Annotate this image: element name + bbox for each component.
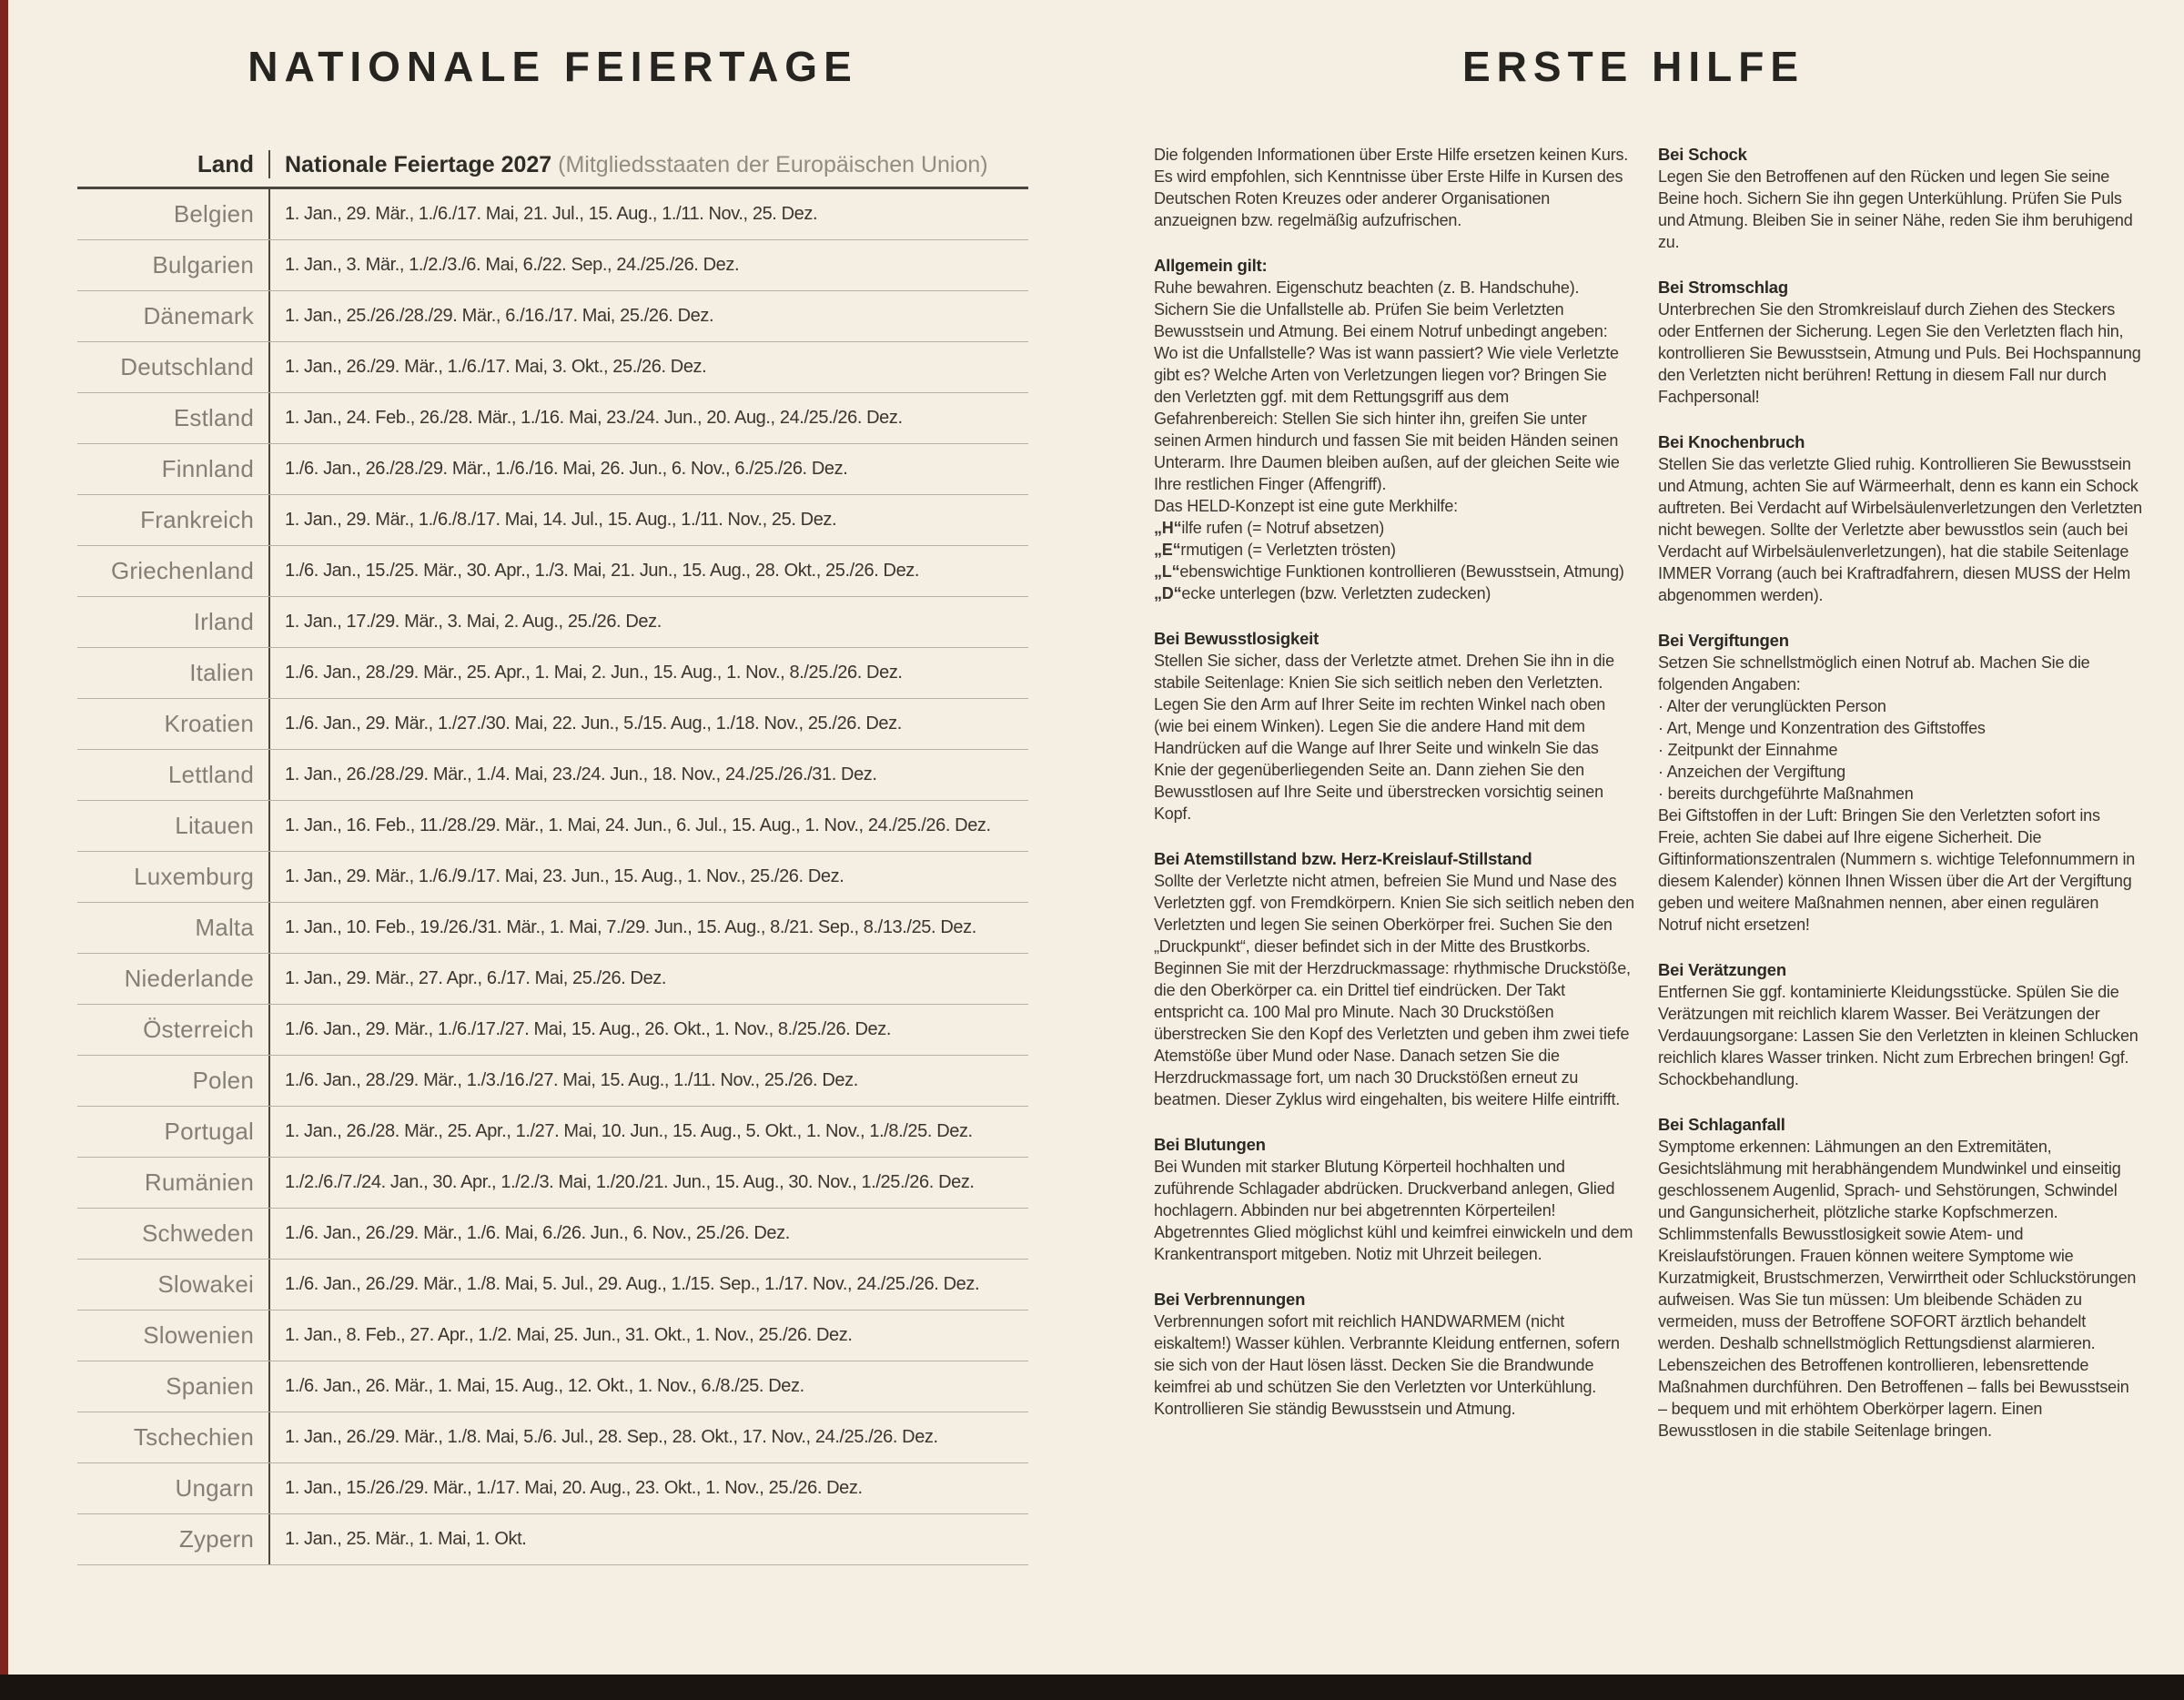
table-header-holidays-title: Nationale Feiertage 2027 bbox=[285, 152, 552, 177]
country-cell: Frankreich bbox=[77, 495, 270, 545]
country-cell: Schweden bbox=[77, 1209, 270, 1259]
text-block: Legen Sie den Betroffenen auf den Rücken und legen Sie seine Beine hoch. Sichern Sie ihn gegen Unterkühlung. Prüfen Sie Puls und Atmung. Bleiben Sie in seiner Nähe, reden Sie ihm beruhigend zu. bbox=[1658, 167, 2133, 251]
country-cell: Italien bbox=[77, 648, 270, 698]
text-block: Sollte der Verletzte nicht atmen, befreien Sie Mund und Nase des Verletzten ggf. von Fremdkörpern. Knien Sie sich seitlich neben den Verletzten und legen Sie seinen Oberkörper frei. Suchen Sie den „Druckpunkt“, dieser befindet sich in der Mitte des Brustkorbs. Beginnen Sie mit der Herzdruckmassage: rhythmische Druckstöße, die den Oberkörper ca. ein Drittel tief eindrücken. Der Takt entspricht ca. 100 Mal pro Minute. Nach 30 Druckstößen überstrecken Sie den Kopf des Verletzten und geben ihm zwei tiefe Atemstöße über Mund oder Nase. Danach setzen Sie die Herzdruckmassage fort, um nach 30 Druckstößen erneut zu beatmen. Dieser Zyklus wird eingehalten, bis weitere Hilfe eintrifft. bbox=[1154, 872, 1634, 1108]
section-heading: Bei Verbrennungen bbox=[1154, 1290, 1306, 1309]
table-row bbox=[77, 1005, 1028, 1056]
text-block: „E“rmutigen (= Verletzten trösten) bbox=[1154, 541, 1396, 559]
holiday-table-rows bbox=[77, 189, 1028, 1565]
country-cell: Niederlande bbox=[77, 954, 270, 1004]
dates-cell: 1. Jan., 16. Feb., 11./28./29. Mär., 1. Mai, 24. Jun., 6. Jul., 15. Aug., 1. Nov., 24./25./26. Dez. bbox=[285, 815, 991, 835]
dates-cell: 1. Jan., 29. Mär., 1./6./9./17. Mai, 23. Jun., 15. Aug., 1. Nov., 25./26. Dez. bbox=[285, 866, 844, 886]
country-cell: Portugal bbox=[77, 1107, 270, 1157]
first-aid-section bbox=[1154, 255, 1634, 604]
dates-cell: 1. Jan., 8. Feb., 27. Apr., 1./2. Mai, 25. Jun., 31. Okt., 1. Nov., 25./26. Dez. bbox=[285, 1325, 853, 1345]
table-row bbox=[77, 1056, 1028, 1107]
text-block: Das HELD-Konzept ist eine gute Merkhilfe: bbox=[1154, 497, 1458, 515]
first-aid-section bbox=[1658, 144, 2142, 253]
country-cell: Polen bbox=[77, 1056, 270, 1106]
table-row bbox=[77, 648, 1028, 699]
table-row bbox=[77, 444, 1028, 495]
first-aid-section bbox=[1154, 628, 1634, 825]
table-row bbox=[77, 852, 1028, 903]
first-aid-section bbox=[1658, 1114, 2142, 1442]
table-row bbox=[77, 546, 1028, 597]
table-header-land: Land bbox=[77, 150, 270, 178]
country-cell: Spanien bbox=[77, 1361, 270, 1412]
text-block: Bei Wunden mit starker Blutung Körperteil hochhalten und zuführende Schlagader abdrücken. Druckverband anlegen, Glied hochlagern. Abbinden nur bei abgetrennten Körperteilen! Abgetrenntes Glied möglichst kühl und keimfrei einwickeln und dem Krankentransport mitgeben. Notiz mit Uhrzeit beilegen. bbox=[1154, 1158, 1633, 1263]
country-cell: Tschechien bbox=[77, 1412, 270, 1462]
text-block: Verbrennungen sofort mit reichlich HANDWARMEM (nicht eiskaltem!) Wasser kühlen. Verbrannte Kleidung entfernen, sofern sie sich von der Haut lösen lässt. Decken Sie die Brandwunde keimfrei ab und schützen Sie den Verletzten vor Unterkühlung. Kontrollieren Sie ständig Bewusstsein und Atmung. bbox=[1154, 1312, 1620, 1418]
dates-cell: 1. Jan., 29. Mär., 1./6./17. Mai, 21. Jul., 15. Aug., 1./11. Nov., 25. Dez. bbox=[285, 204, 818, 224]
country-cell: Dänemark bbox=[77, 291, 270, 341]
first-aid-section bbox=[1658, 431, 2142, 606]
dates-cell: 1. Jan., 29. Mär., 1./6./8./17. Mai, 14. Jul., 15. Aug., 1./11. Nov., 25. Dez. bbox=[285, 510, 837, 530]
dates-cell: 1./6. Jan., 26./29. Mär., 1./6. Mai, 6./26. Jun., 6. Nov., 25./26. Dez. bbox=[285, 1223, 790, 1243]
text-block: Symptome erkennen: Lähmungen an den Extremitäten, Gesichtslähmung mit herabhängendem Mundwinkel und einseitig geschlossenem Augenlid, Sprach- und Sehstörungen, Schwindel und Gangunsicherheit, plötzliche starke Kopfschmerzen. Schlimmstenfalls Bewusstlosigkeit sowie Atem- und Kreislaufstörungen. Frauen können weitere Symptome wie Kurzatmigkeit, Brustschmerzen, Verwirrtheit oder Schluckstörungen aufweisen. Was Sie tun müssen: Um bleibende Schäden zu vermeiden, muss der Betroffene SOFORT ärztlich behandelt werden. Deshalb schnellstmöglich Rettungsdienst alarmieren. Lebenszeichen des Betroffenen kontrollieren, lebensrettende Maßnahmen durchführen. Den Betroffenen – falls bei Bewusstsein – bequem und mit erhöhtem Oberkörper lagern. Einen Bewusstlosen in die stabile Seitenlage bringen. bbox=[1658, 1138, 2137, 1440]
text-block: „H“ilfe rufen (= Notruf absetzen) bbox=[1154, 519, 1385, 537]
table-row bbox=[77, 954, 1028, 1005]
table-row bbox=[77, 1463, 1028, 1514]
section-heading: Bei Schlaganfall bbox=[1658, 1115, 1785, 1134]
country-cell: Irland bbox=[77, 597, 270, 647]
dates-cell: 1./6. Jan., 29. Mär., 1./6./17./27. Mai, 15. Aug., 26. Okt., 1. Nov., 8./25./26. Dez. bbox=[285, 1019, 892, 1039]
bullet-item: · Art, Menge und Konzentration des Giftstoffes bbox=[1658, 719, 1986, 737]
first-aid-section bbox=[1154, 1134, 1634, 1265]
dates-cell: 1. Jan., 15./26./29. Mär., 1./17. Mai, 20. Aug., 23. Okt., 1. Nov., 25./26. Dez. bbox=[285, 1478, 863, 1498]
dates-cell: 1./6. Jan., 29. Mär., 1./27./30. Mai, 22. Jun., 5./15. Aug., 1./18. Nov., 25./26. Dez. bbox=[285, 713, 902, 734]
section-heading: Bei Stromschlag bbox=[1658, 278, 1788, 297]
text-block: Bei Giftstoffen in der Luft: Bringen Sie den Verletzten sofort ins Freie, achten Sie dabei auf Ihre eigene Sicherheit. Die Giftinformationszentralen (Nummern s. wichtige Telefonnummern in diesem Kalender) können Ihnen Wissen über die Art der Vergiftung geben und weitere Maßnahmen nennen, aber einen regulären Notruf nicht ersetzen! bbox=[1658, 806, 2136, 934]
dates-cell: 1. Jan., 24. Feb., 26./28. Mär., 1./16. Mai, 23./24. Jun., 20. Aug., 24./25./26. Dez. bbox=[285, 408, 903, 428]
section-heading: Allgemein gilt: bbox=[1154, 256, 1268, 275]
text-block: Stellen Sie das verletzte Glied ruhig. Kontrollieren Sie Bewusstsein und Atmung, achten Sie auf Wärmeerhalt, denn es kann ein Schock auftreten. Bei Verdacht auf Wirbelsäulenverletzungen den Verletzten nicht bewegen. Sollte der Verletzte aber bewusstlos sein (auch bei Verdacht auf Wirbelsäulenverletzungen), hat die stabile Seitenlage IMMER Vorrang (auch bei Kraftradfahrern, diesen MUSS der Helm abgenommen werden). bbox=[1658, 455, 2142, 604]
bullet-item: · bereits durchgeführte Maßnahmen bbox=[1658, 784, 1914, 803]
dates-cell: 1. Jan., 17./29. Mär., 3. Mai, 2. Aug., 25./26. Dez. bbox=[285, 612, 662, 632]
dates-cell: 1. Jan., 25. Mär., 1. Mai, 1. Okt. bbox=[285, 1529, 527, 1549]
text-block: Entfernen Sie ggf. kontaminierte Kleidungsstücke. Spülen Sie die Verätzungen mit reichlich klarem Wasser. Bei Verätzungen der Verdauungsorgane: Lassen Sie den Verletzten in kleinen Schlucken reichlich klares Wasser trinken. Nicht zum Erbrechen bringen! Ggf. Schockbehandlung. bbox=[1658, 983, 2138, 1088]
dates-cell: 1. Jan., 3. Mär., 1./2./3./6. Mai, 6./22. Sep., 24./25./26. Dez. bbox=[285, 255, 740, 275]
text-block: „L“ebenswichtige Funktionen kontrollieren (Bewusstsein, Atmung) bbox=[1154, 562, 1624, 581]
text-block: Stellen Sie sicher, dass der Verletzte atmet. Drehen Sie ihn in die stabile Seitenlage: Knien Sie sich seitlich neben den Verletzten. Legen Sie den Arm auf Ihrer Seite im rechten Winkel nach oben (wie bei einem Winken). Legen Sie die andere Hand mit dem Handrücken auf die Wange auf Ihrer Seite und winkeln Sie das Knie der gegenüberliegenden Seite an. Dann ziehen Sie den Bewusstlosen auf Ihre Seite und überstrecken vorsichtig seinen Kopf. bbox=[1154, 652, 1614, 823]
table-row bbox=[77, 1514, 1028, 1565]
first-aid-section bbox=[1154, 848, 1634, 1110]
first-aid-section bbox=[1658, 630, 2142, 936]
table-row bbox=[77, 1412, 1028, 1463]
country-cell: Belgien bbox=[77, 189, 270, 239]
country-cell: Rumänien bbox=[77, 1158, 270, 1208]
table-row bbox=[77, 1260, 1028, 1310]
text-block: Setzen Sie schnellstmöglich einen Notruf ab. Machen Sie die folgenden Angaben: bbox=[1658, 653, 2090, 693]
table-row bbox=[77, 240, 1028, 291]
country-cell: Litauen bbox=[77, 801, 270, 851]
bullet-item: · Zeitpunkt der Einnahme bbox=[1658, 741, 1838, 759]
table-row bbox=[77, 393, 1028, 444]
first-aid-section bbox=[1154, 144, 1634, 231]
country-cell: Slowenien bbox=[77, 1310, 270, 1361]
table-header-holidays bbox=[270, 152, 1028, 178]
country-cell: Slowakei bbox=[77, 1260, 270, 1310]
table-header-holidays-note: (Mitgliedsstaaten der Europäischen Union) bbox=[551, 152, 988, 177]
table-row bbox=[77, 750, 1028, 801]
table-row bbox=[77, 342, 1028, 393]
section-heading: Bei Schock bbox=[1658, 145, 1747, 164]
table-row bbox=[77, 801, 1028, 852]
text-block: „D“ecke unterlegen (bzw. Verletzten zudecken) bbox=[1154, 584, 1491, 602]
country-cell: Luxemburg bbox=[77, 852, 270, 902]
page-title-first-aid: ERSTE HILFE bbox=[1461, 43, 1805, 90]
section-heading: Bei Bewusstlosigkeit bbox=[1154, 629, 1320, 648]
table-row bbox=[77, 699, 1028, 750]
dates-cell: 1./6. Jan., 26. Mär., 1. Mai, 15. Aug., 12. Okt., 1. Nov., 6./8./25. Dez. bbox=[285, 1376, 804, 1396]
first-aid-section bbox=[1658, 277, 2142, 408]
dates-cell: 1./6. Jan., 28./29. Mär., 1./3./16./27. Mai, 15. Aug., 1./11. Nov., 25./26. Dez. bbox=[285, 1070, 858, 1090]
bottom-cover-band bbox=[0, 1675, 2184, 1700]
text-block: Die folgenden Informationen über Erste Hilfe ersetzen keinen Kurs. Es wird empfohlen, sich Kenntnisse über Erste Hilfe in Kursen des Deutschen Roten Kreuzes oder anderer Organisationen anzueignen bzw. regelmäßig aufzufrischen. bbox=[1154, 146, 1629, 229]
dates-cell: 1. Jan., 29. Mär., 27. Apr., 6./17. Mai, 25./26. Dez. bbox=[285, 968, 667, 988]
country-cell: Lettland bbox=[77, 750, 270, 800]
holiday-table-header bbox=[77, 137, 1028, 189]
first-aid-column-right bbox=[1658, 144, 2142, 1465]
table-row bbox=[77, 903, 1028, 954]
country-cell: Deutschland bbox=[77, 342, 270, 392]
dates-cell: 1. Jan., 26./28./29. Mär., 1./4. Mai, 23./24. Jun., 18. Nov., 24./25./26./31. Dez. bbox=[285, 764, 877, 784]
dates-cell: 1./6. Jan., 28./29. Mär., 25. Apr., 1. Mai, 2. Jun., 15. Aug., 1. Nov., 8./25./26. Dez. bbox=[285, 663, 903, 683]
table-row bbox=[77, 1310, 1028, 1361]
table-row bbox=[77, 291, 1028, 342]
dates-cell: 1. Jan., 10. Feb., 19./26./31. Mär., 1. Mai, 7./29. Jun., 15. Aug., 8./21. Sep., 8./13./25. Dez. bbox=[285, 917, 976, 937]
bullet-item: · Anzeichen der Vergiftung bbox=[1658, 763, 1845, 781]
section-heading: Bei Knochenbruch bbox=[1658, 432, 1805, 451]
country-cell: Kroatien bbox=[77, 699, 270, 749]
country-cell: Malta bbox=[77, 903, 270, 953]
country-cell: Estland bbox=[77, 393, 270, 443]
country-cell: Ungarn bbox=[77, 1463, 270, 1513]
table-row bbox=[77, 1209, 1028, 1260]
dates-cell: 1. Jan., 26./29. Mär., 1./8. Mai, 5./6. Jul., 28. Sep., 28. Okt., 17. Nov., 24./25./26. Dez. bbox=[285, 1427, 938, 1447]
dates-cell: 1./6. Jan., 15./25. Mär., 30. Apr., 1./3. Mai, 21. Jun., 15. Aug., 28. Okt., 25./26. Dez. bbox=[285, 561, 920, 581]
text-block: Ruhe bewahren. Eigenschutz beachten (z. B. Handschuhe). Sichern Sie die Unfallstelle ab. Prüfen Sie beim Verletzten Bewusstsein und Atmung. Bei einem Notruf unbedingt angeben: Wo ist die Unfallstelle? Was ist wann passiert? Wie viele Verletzte gibt es? Welche Arten von Verletzungen liegen vor? Bringen Sie den Verletzten ggf. mit dem Rettungsgriff aus dem Gefahrenbereich: Stellen Sie sich hinter ihn, greifen Sie unter seinen Armen hindurch und fassen Sie mit beiden Händen seinen Unterarm. Ihre Daumen bleiben außen, auf der gleichen Seite wie Ihre restlichen Finger (Affengriff). bbox=[1154, 278, 1620, 493]
table-row bbox=[77, 1107, 1028, 1158]
first-aid-column-left bbox=[1154, 144, 1634, 1443]
table-row bbox=[77, 189, 1028, 240]
text-block: Unterbrechen Sie den Stromkreislauf durch Ziehen des Steckers oder Entfernen der Sicherung. Legen Sie den Verletzten flach hin, kontrollieren Sie Bewusstsein, Atmung und Puls. Bei Hochspannung den Verletzten nicht berühren! Rettung in diesem Fall nur durch Fachpersonal! bbox=[1658, 300, 2141, 406]
country-cell: Griechenland bbox=[77, 546, 270, 596]
dates-cell: 1./2./6./7./24. Jan., 30. Apr., 1./2./3. Mai, 1./20./21. Jun., 15. Aug., 30. Nov., 1./25./26. Dez. bbox=[285, 1172, 975, 1192]
section-heading: Bei Blutungen bbox=[1154, 1135, 1266, 1154]
dates-cell: 1. Jan., 26./28. Mär., 25. Apr., 1./27. Mai, 10. Jun., 15. Aug., 5. Okt., 1. Nov., 1./8./25. Dez. bbox=[285, 1121, 973, 1141]
book-spine-edge bbox=[0, 0, 8, 1700]
table-row bbox=[77, 495, 1028, 546]
country-cell: Finnland bbox=[77, 444, 270, 494]
dates-cell: 1./6. Jan., 26./29. Mär., 1./8. Mai, 5. Jul., 29. Aug., 1./15. Sep., 1./17. Nov., 24./25./26. Dez. bbox=[285, 1274, 980, 1294]
dates-cell: 1./6. Jan., 26./28./29. Mär., 1./6./16. Mai, 26. Jun., 6. Nov., 6./25./26. Dez. bbox=[285, 459, 848, 479]
country-cell: Österreich bbox=[77, 1005, 270, 1055]
table-row bbox=[77, 1158, 1028, 1209]
country-cell: Zypern bbox=[77, 1514, 270, 1564]
dates-cell: 1. Jan., 26./29. Mär., 1./6./17. Mai, 3. Okt., 25./26. Dez. bbox=[285, 357, 707, 377]
country-cell: Bulgarien bbox=[77, 240, 270, 290]
page-title-national-holidays: NATIONALE FEIERTAGE bbox=[248, 43, 858, 90]
section-heading: Bei Verätzungen bbox=[1658, 960, 1786, 979]
section-heading: Bei Vergiftungen bbox=[1658, 631, 1789, 650]
bullet-item: · Alter der verunglückten Person bbox=[1658, 697, 1886, 715]
table-row bbox=[77, 597, 1028, 648]
holiday-table bbox=[77, 137, 1028, 1565]
first-aid-section bbox=[1658, 959, 2142, 1090]
section-heading: Bei Atemstillstand bzw. Herz-Kreislauf-Stillstand bbox=[1154, 849, 1532, 868]
dates-cell: 1. Jan., 25./26./28./29. Mär., 6./16./17. Mai, 25./26. Dez. bbox=[285, 306, 714, 326]
first-aid-section bbox=[1154, 1289, 1634, 1420]
table-row bbox=[77, 1361, 1028, 1412]
